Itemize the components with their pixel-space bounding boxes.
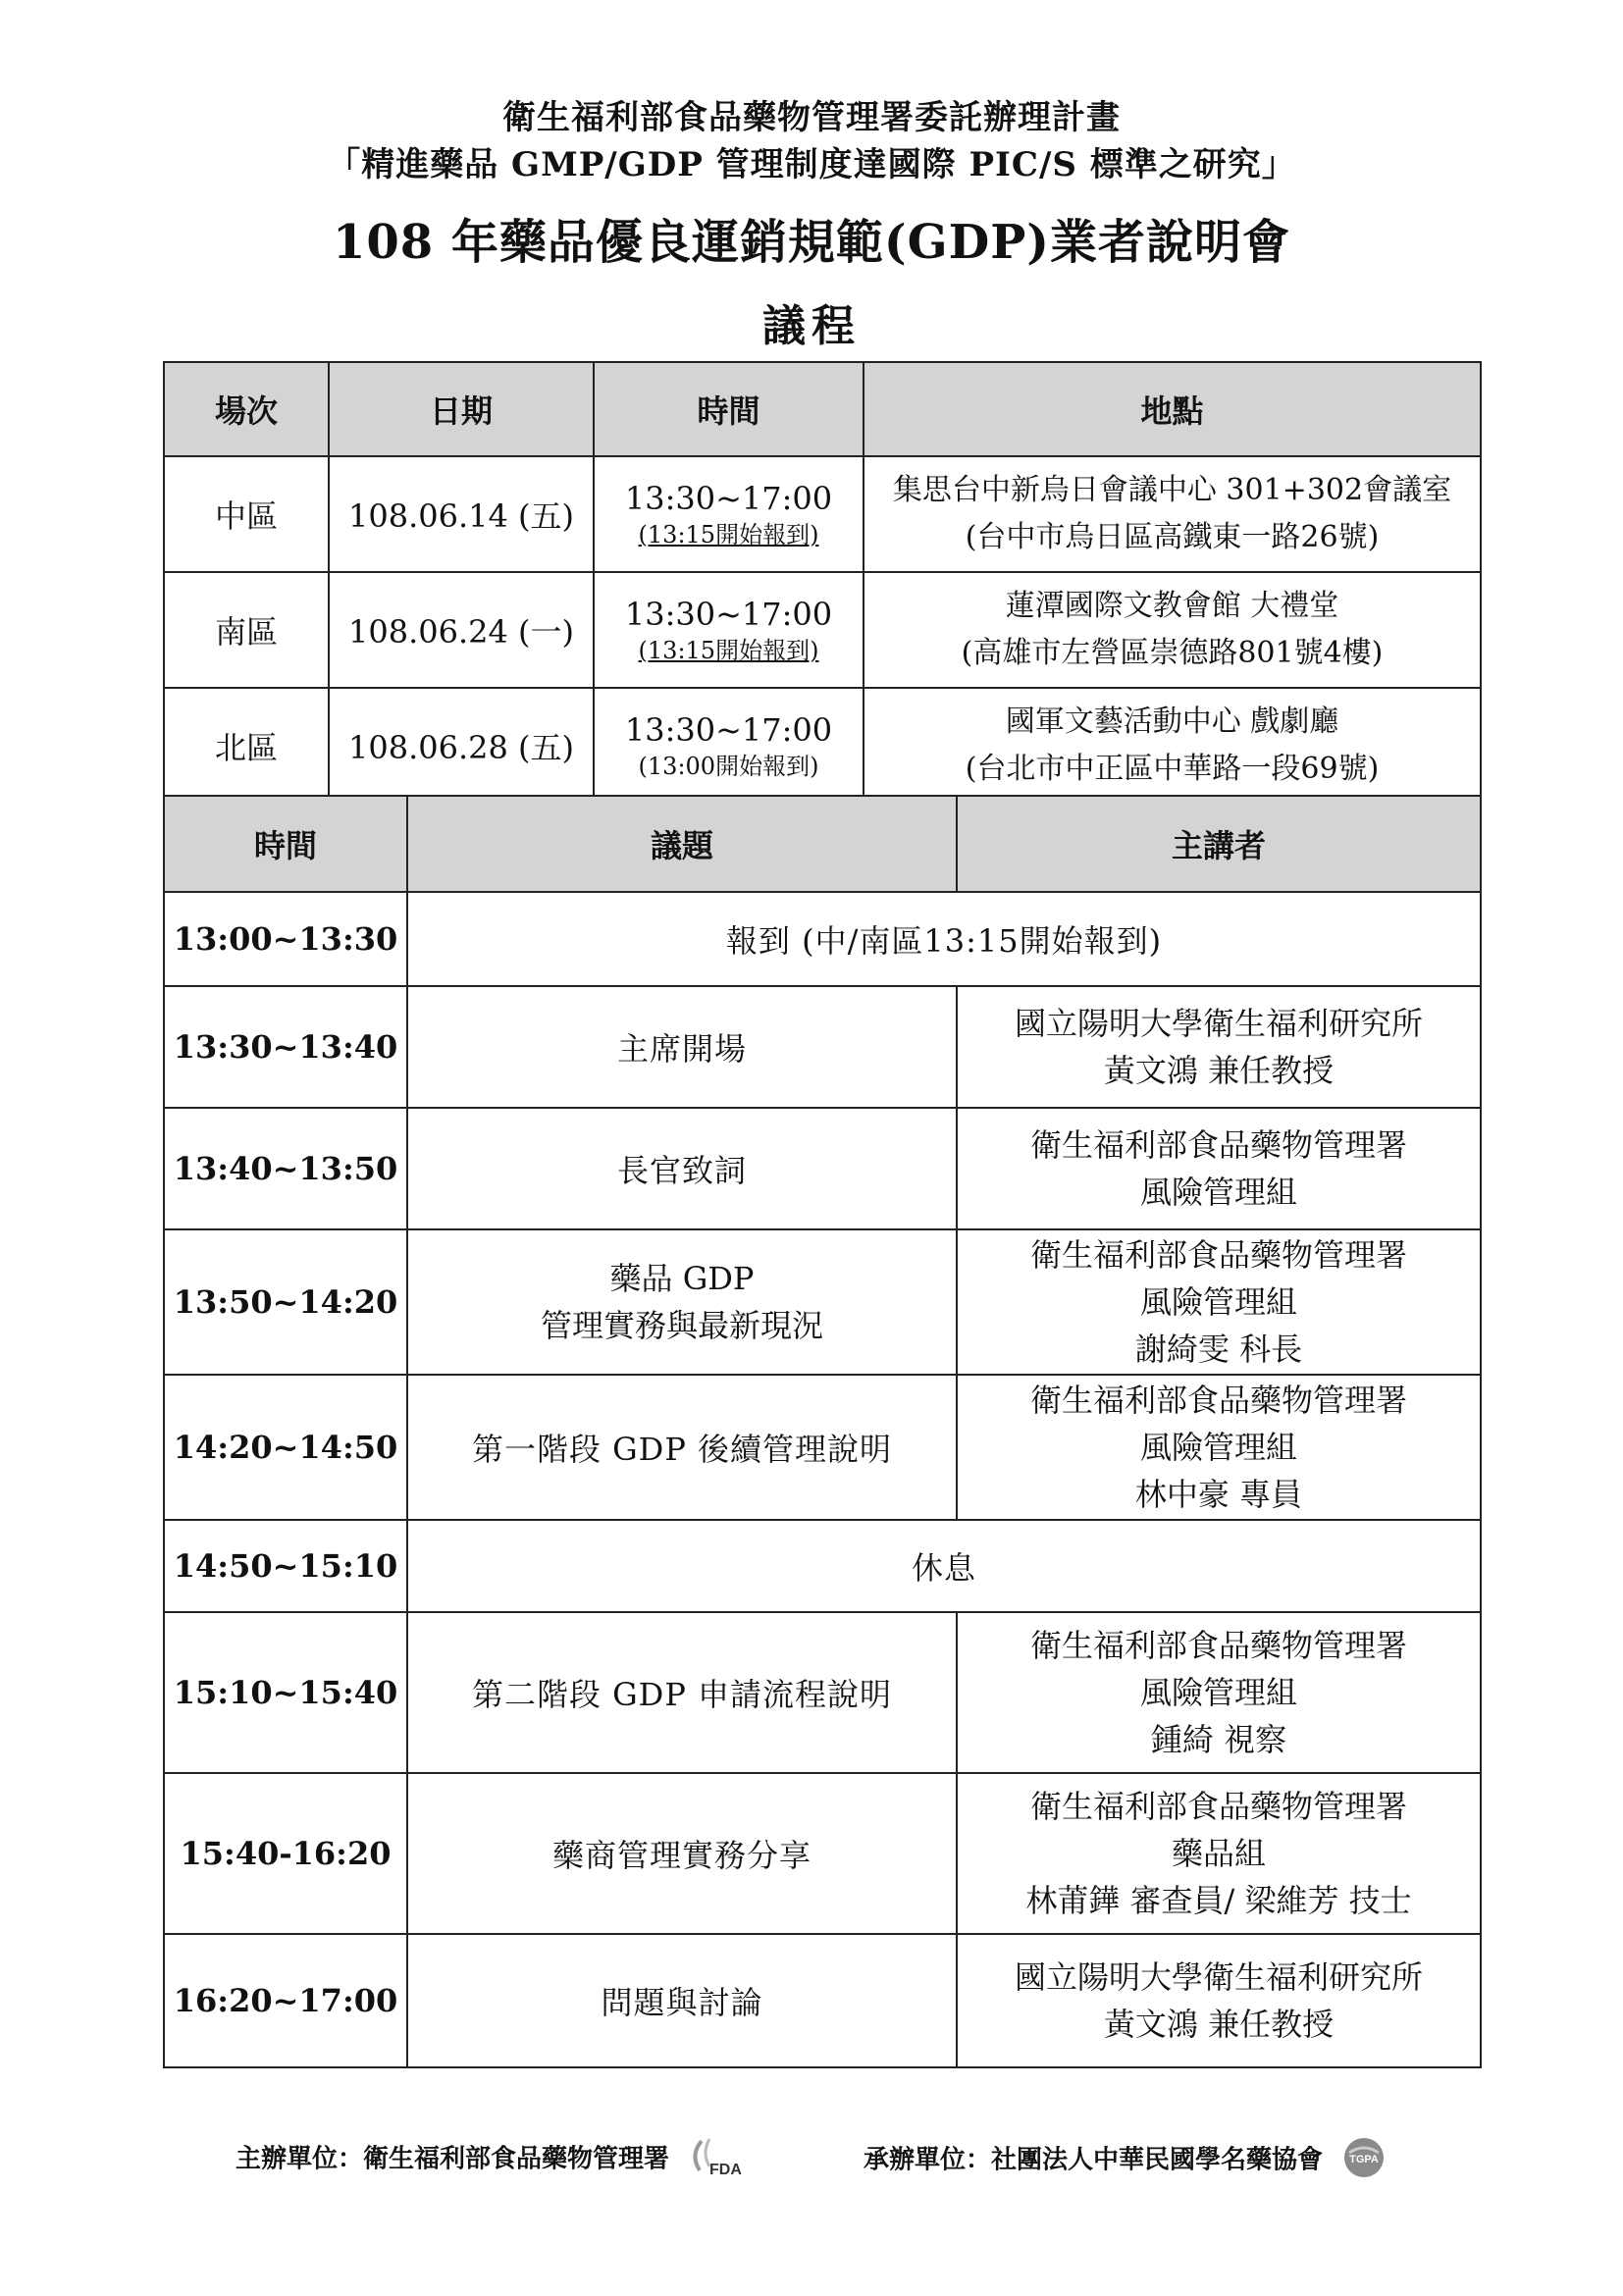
footer-organizer: [236, 2135, 766, 2185]
agenda-time: 15:10~15:40: [164, 1612, 407, 1773]
agenda-table: [163, 795, 1482, 2068]
agenda-time: 14:50~15:10: [164, 1520, 407, 1612]
agenda-speaker: [957, 1934, 1481, 2067]
speaker-org: 國立陽明大學衛生福利研究所: [1014, 1958, 1423, 1996]
session-time-cell: [594, 572, 864, 688]
co-organizer-text: 承辦單位：社團法人中華民國學名藥協會: [864, 2145, 1324, 2175]
session-date: 108.06.28 (五): [329, 688, 594, 804]
session-time-cell: [594, 688, 864, 804]
organizer-text: 主辦單位：衛生福利部食品藥物管理署: [236, 2144, 670, 2174]
speaker-org: 衛生福利部食品藥物管理署: [1029, 1236, 1407, 1274]
agenda-topic-cell: [407, 1229, 957, 1375]
session-region: 中區: [164, 456, 329, 572]
agenda-speaker: [957, 1108, 1481, 1229]
session-date: 108.06.14 (五): [329, 456, 594, 572]
session-row: [164, 688, 1481, 804]
agenda-topic: 報到 (中/南區13:15開始報到): [407, 892, 1481, 986]
speaker-name: 林中豪 專員: [1134, 1476, 1303, 1513]
header-session: 場次: [164, 362, 329, 456]
agenda-time: 13:00~13:30: [164, 892, 407, 986]
sessions-table: [163, 361, 1482, 805]
speaker-org: 衛生福利部食品藥物管理署: [1029, 1627, 1407, 1664]
session-registration: (13:15開始報到): [638, 521, 819, 548]
speaker-name: 黃文鴻 兼任教授: [1103, 2006, 1335, 2043]
agenda-time: 13:30~13:40: [164, 986, 407, 1108]
session-address: (台北市中正區中華路一段69號): [965, 752, 1380, 786]
session-time: 13:30~17:00: [624, 711, 833, 749]
agenda-row: [164, 1375, 1481, 1520]
agenda-topic: 問題與討論: [407, 1934, 957, 2067]
agenda-speaker: [957, 1375, 1481, 1520]
header-agenda-topic: 議題: [407, 796, 957, 892]
agenda-header-row: [164, 796, 1481, 892]
agenda-speaker: [957, 986, 1481, 1108]
agenda-time: 14:20~14:50: [164, 1375, 407, 1520]
agenda-topic: 第一階段 GDP 後續管理說明: [407, 1375, 957, 1520]
speaker-division: 風險管理組: [1139, 1283, 1297, 1321]
session-date: 108.06.24 (一): [329, 572, 594, 688]
speaker-name: 林莆鏵 審查員/ 梁維芳 技士: [1025, 1882, 1412, 1919]
header-agenda-speaker: 主講者: [957, 796, 1481, 892]
session-region: 南區: [164, 572, 329, 688]
agenda-topic: 主席開場: [407, 986, 957, 1108]
session-address: (台中市烏日區高鐵東一路26號): [965, 520, 1380, 554]
svg-text:FDA: FDA: [709, 2162, 742, 2178]
session-registration: (13:00開始報到): [638, 753, 819, 780]
agenda-row: [164, 1520, 1481, 1612]
speaker-division: 風險管理組: [1139, 1174, 1297, 1211]
speaker-division: 藥品組: [1171, 1835, 1266, 1872]
session-time: 13:30~17:00: [624, 596, 833, 633]
speaker-division: 風險管理組: [1139, 1429, 1297, 1466]
session-venue: 蓮潭國際文教會館 大禮堂: [1005, 589, 1339, 623]
header-line2: 「精進藥品 GMP/GDP 管理制度達國際 PIC/S 標準之研究」: [327, 145, 1296, 184]
session-time-cell: [594, 456, 864, 572]
session-time: 13:30~17:00: [624, 480, 833, 517]
speaker-org: 衛生福利部食品藥物管理署: [1029, 1788, 1407, 1825]
agenda-row: [164, 986, 1481, 1108]
agenda-topic: 藥商管理實務分享: [407, 1773, 957, 1934]
agenda-row: [164, 1773, 1481, 1934]
agenda-topic: 藥品 GDP: [609, 1260, 755, 1297]
agenda-time: 13:50~14:20: [164, 1229, 407, 1375]
speaker-org: 衛生福利部食品藥物管理署: [1029, 1126, 1407, 1164]
header-date: 日期: [329, 362, 594, 456]
agenda-topic: 長官致詞: [407, 1108, 957, 1229]
agenda-row: [164, 892, 1481, 986]
agenda-row: [164, 1934, 1481, 2067]
header-line1: 衛生福利部食品藥物管理署委託辦理計畫: [502, 98, 1121, 137]
session-registration: (13:15開始報到): [638, 637, 819, 664]
document-subtitle: 議程: [762, 301, 861, 351]
session-location-cell: [864, 688, 1481, 804]
agenda-topic-line2: 管理實務與最新現況: [540, 1307, 823, 1344]
speaker-org: 國立陽明大學衛生福利研究所: [1014, 1005, 1423, 1042]
session-venue: 集思台中新烏日會議中心 301+302會議室: [892, 473, 1452, 507]
agenda-time: 15:40-16:20: [164, 1773, 407, 1934]
agenda-topic: 休息: [407, 1520, 1481, 1612]
session-venue: 國軍文藝活動中心 戲劇廳: [1005, 704, 1339, 739]
header-location: 地點: [864, 362, 1481, 456]
speaker-name: 鍾綺 視察: [1150, 1721, 1287, 1758]
session-row: [164, 572, 1481, 688]
header-time: 時間: [594, 362, 864, 456]
speaker-org: 衛生福利部食品藥物管理署: [1029, 1382, 1407, 1419]
tgpa-logo-icon: [1341, 2135, 1387, 2187]
sessions-header-row: [164, 362, 1481, 456]
session-address: (高雄市左營區崇德路801號4樓): [961, 636, 1384, 670]
agenda-speaker: [957, 1773, 1481, 1934]
agenda-row: [164, 1108, 1481, 1229]
svg-text:TGPA: TGPA: [1349, 2154, 1379, 2166]
speaker-name: 黃文鴻 兼任教授: [1103, 1052, 1335, 1089]
fda-logo-icon: [688, 2135, 766, 2185]
agenda-topic: 第二階段 GDP 申請流程說明: [407, 1612, 957, 1773]
footer-co-organizer: [864, 2135, 1387, 2187]
agenda-row: [164, 1612, 1481, 1773]
speaker-division: 風險管理組: [1139, 1674, 1297, 1711]
header-agenda-time: 時間: [164, 796, 407, 892]
agenda-time: 13:40~13:50: [164, 1108, 407, 1229]
agenda-speaker: [957, 1612, 1481, 1773]
agenda-speaker: [957, 1229, 1481, 1375]
speaker-name: 謝綺雯 科長: [1134, 1331, 1303, 1368]
session-location-cell: [864, 456, 1481, 572]
session-location-cell: [864, 572, 1481, 688]
agenda-time: 16:20~17:00: [164, 1934, 407, 2067]
session-row: [164, 456, 1481, 572]
session-region: 北區: [164, 688, 329, 804]
document-title: 108 年藥品優良運銷規範(GDP)業者說明會: [332, 215, 1291, 270]
agenda-row: [164, 1229, 1481, 1375]
